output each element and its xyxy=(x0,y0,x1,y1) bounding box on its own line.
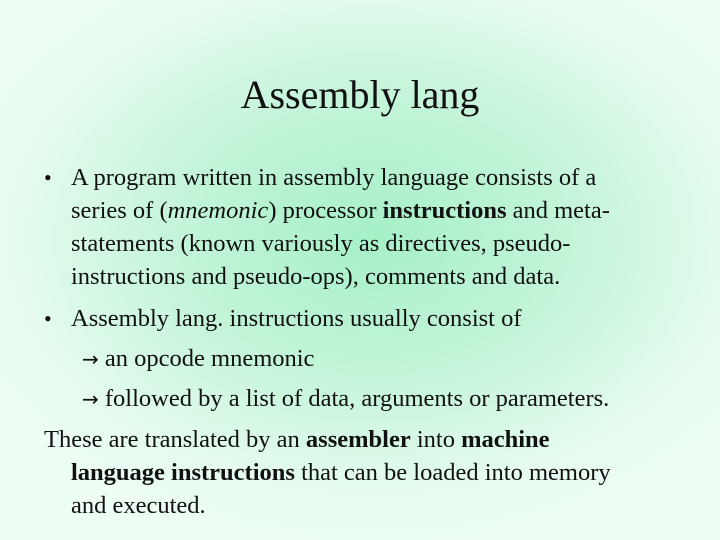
assembler-bold: assembler xyxy=(305,426,411,453)
instructions-bold: instructions xyxy=(382,197,507,224)
language-instructions-bold: language instructions xyxy=(71,459,295,486)
bullet-1-line-4: instructions and pseudo-ops), comments and data. xyxy=(71,263,561,290)
machine-bold: machine xyxy=(461,426,550,453)
closing-line-1: These are translated by an assembler into machine xyxy=(44,426,550,453)
closing-line-3: and executed. xyxy=(71,492,206,519)
arrow-right-icon: → xyxy=(82,387,99,411)
bullet-marker: • xyxy=(44,306,52,331)
bullet-marker: • xyxy=(44,165,52,190)
bullet-1-line-2: series of (mnemonic) processor instructions and meta- xyxy=(71,197,610,224)
slide-title: Assembly lang xyxy=(240,72,480,117)
bullet-2-subitem-2: → followed by a list of data, arguments or parameters. xyxy=(82,385,610,412)
closing-line-2: language instructions that can be loaded into memory xyxy=(71,459,611,486)
bullet-1-line-1: A program written in assembly language consists of a xyxy=(71,164,597,191)
mnemonic-emphasis: mnemonic xyxy=(167,197,269,224)
bullet-1-line-3: statements (known variously as directives, pseudo- xyxy=(71,230,571,257)
bullet-2-line-1: Assembly lang. instructions usually consist of xyxy=(71,305,522,332)
arrow-right-icon: → xyxy=(82,347,99,371)
bullet-2-subitem-1: → an opcode mnemonic xyxy=(82,345,315,372)
